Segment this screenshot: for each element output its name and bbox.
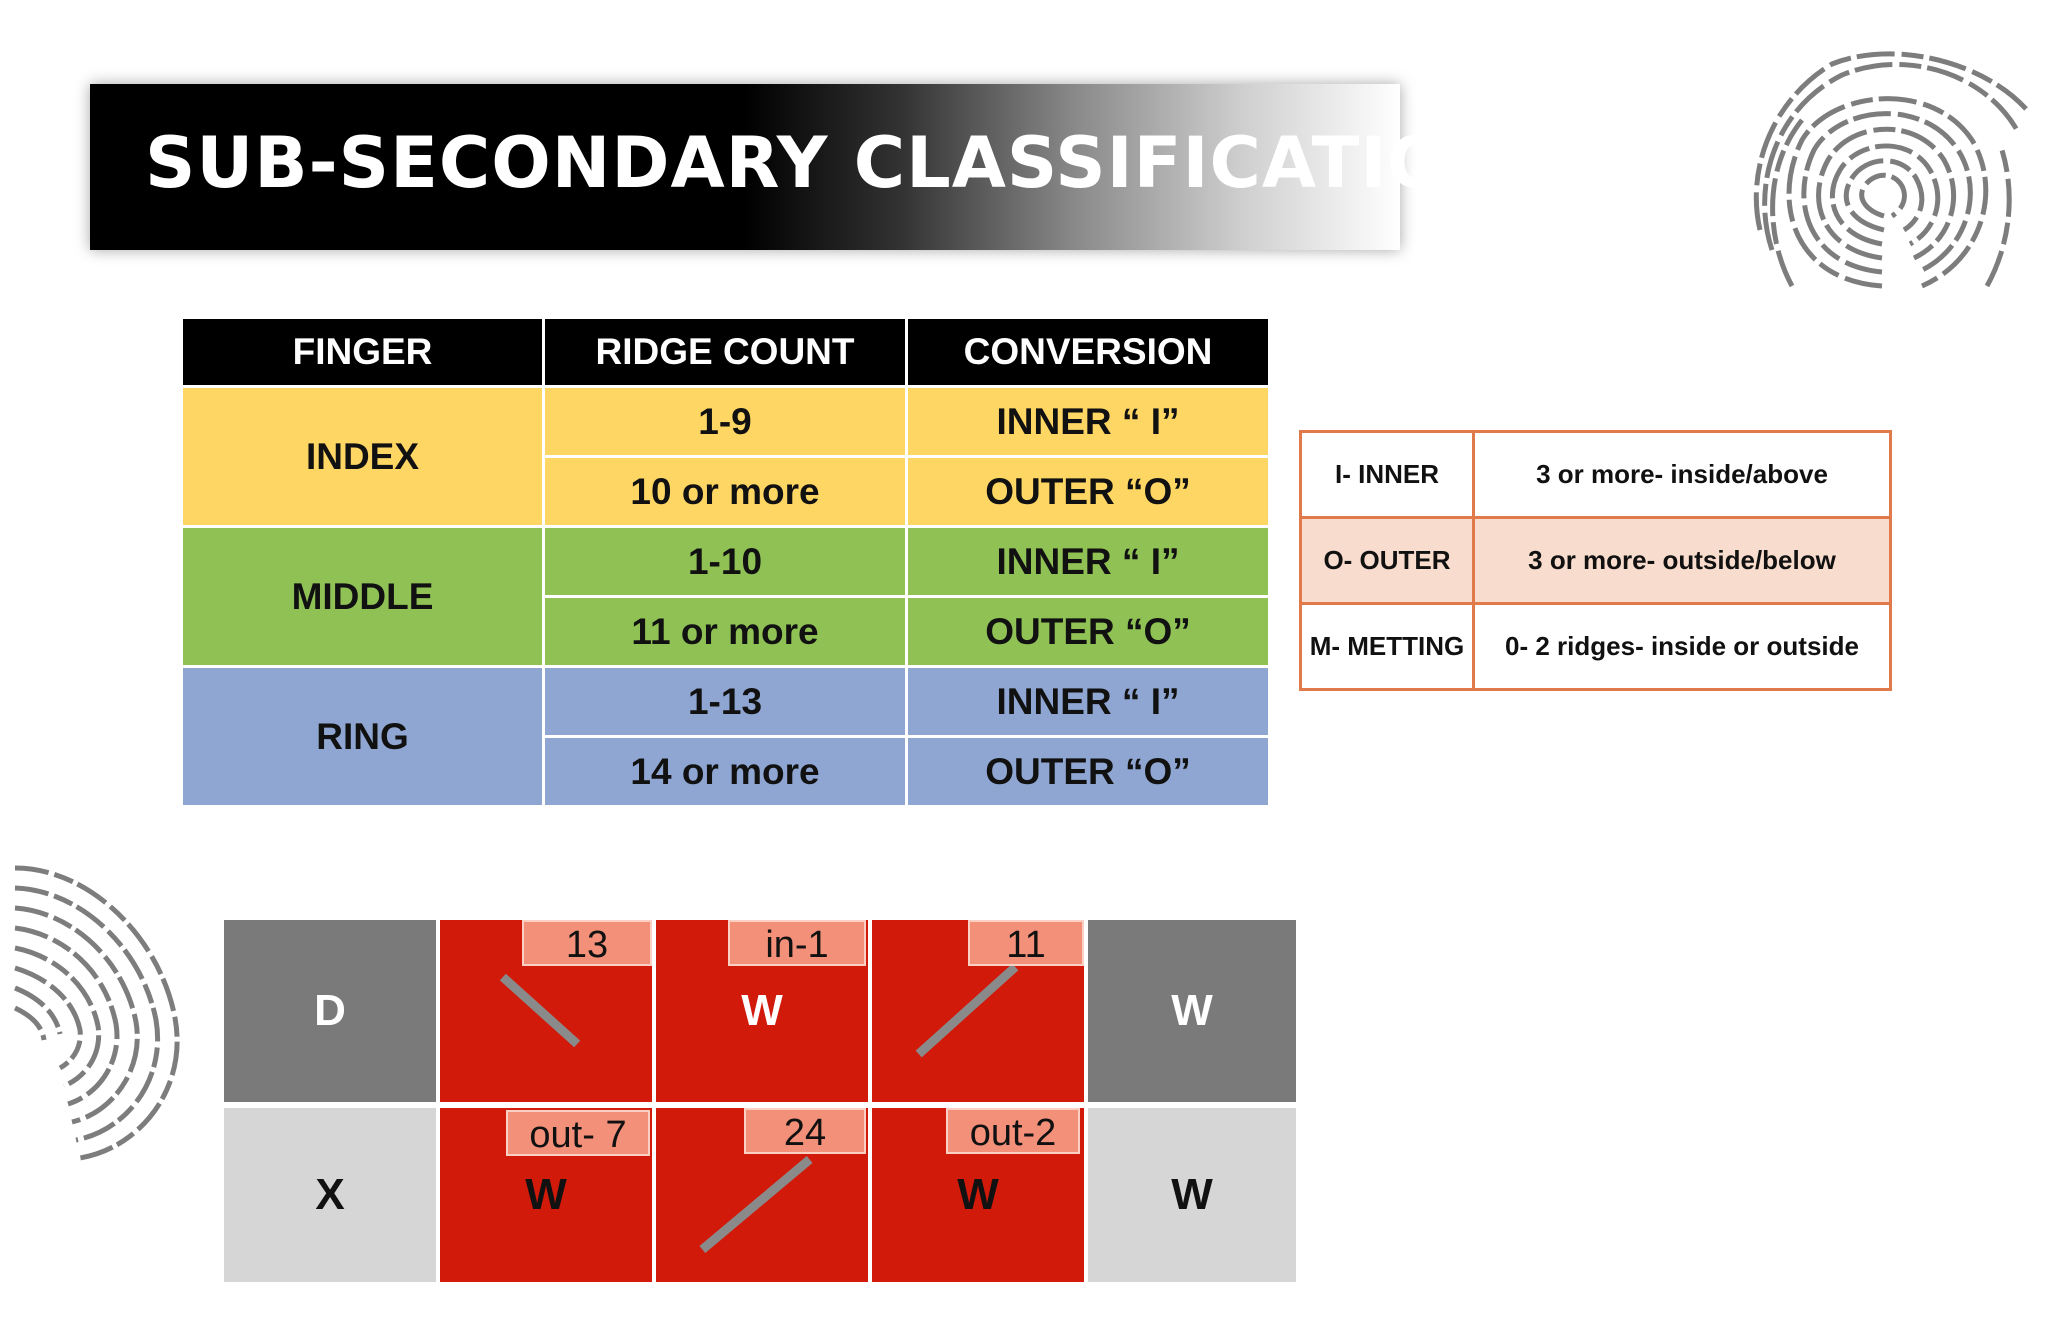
slash-mark <box>500 974 580 1048</box>
legend-row <box>1301 604 1891 690</box>
table-row <box>182 667 1270 737</box>
conversion-cell: OUTER “O” <box>907 737 1270 807</box>
column-header: RIDGE COUNT <box>544 318 907 387</box>
ridge-count-cell: 1-10 <box>544 527 907 597</box>
legend-description: 3 or more- inside/above <box>1474 432 1891 518</box>
ridge-count-tag: out-2 <box>946 1108 1080 1154</box>
title-banner <box>90 84 1508 250</box>
ridge-count-cell: 10 or more <box>544 457 907 527</box>
table-row <box>182 387 1270 457</box>
grid-letter: W <box>525 1170 567 1219</box>
column-header: CONVERSION <box>907 318 1270 387</box>
finger-cell: RING <box>182 667 544 807</box>
fingerprint-icon <box>10 848 195 1168</box>
grid-cell <box>224 920 436 1102</box>
finger-cell: INDEX <box>182 387 544 527</box>
slash-mark <box>699 1156 812 1253</box>
grid-cell <box>1088 1108 1296 1282</box>
legend-row <box>1301 518 1891 604</box>
ridge-count-cell: 1-13 <box>544 667 907 737</box>
ridge-count-tag: out- 7 <box>506 1110 650 1156</box>
ridge-count-cell: 11 or more <box>544 597 907 667</box>
conversion-cell: INNER “ I” <box>907 667 1270 737</box>
table-header-row <box>182 318 1270 387</box>
legend-description: 3 or more- outside/below <box>1474 518 1891 604</box>
slash-mark <box>916 964 1019 1058</box>
ridge-count-tag: 24 <box>744 1108 866 1154</box>
legend-code: M- METTING <box>1301 604 1474 690</box>
conversion-cell: INNER “ I” <box>907 527 1270 597</box>
legend-row <box>1301 432 1891 518</box>
ridge-count-tag: in-1 <box>728 920 866 966</box>
legend-code: I- INNER <box>1301 432 1474 518</box>
page-title: SUB-SECONDARY CLASSIFICATION <box>145 122 1508 204</box>
legend-table <box>1299 430 1892 691</box>
classification-example-grid <box>224 920 1296 1282</box>
finger-cell: MIDDLE <box>182 527 544 667</box>
fingerprint-icon <box>1732 50 2032 300</box>
grid-letter: W <box>741 986 783 1035</box>
grid-cell <box>224 1108 436 1282</box>
grid-letter: X <box>315 1170 345 1219</box>
legend-description: 0- 2 ridges- inside or outside <box>1474 604 1891 690</box>
column-header: FINGER <box>182 318 544 387</box>
conversion-cell: OUTER “O” <box>907 597 1270 667</box>
conversion-cell: INNER “ I” <box>907 387 1270 457</box>
grid-letter: W <box>1171 1170 1213 1219</box>
table-row <box>182 527 1270 597</box>
conversion-cell: OUTER “O” <box>907 457 1270 527</box>
legend-code: O- OUTER <box>1301 518 1474 604</box>
ridge-count-cell: 1-9 <box>544 387 907 457</box>
grid-letter: D <box>314 986 346 1035</box>
grid-letter: W <box>957 1170 999 1219</box>
ridge-count-table <box>180 316 1271 808</box>
grid-cell <box>1088 920 1296 1102</box>
grid-letter: W <box>1171 986 1213 1035</box>
ridge-count-tag: 13 <box>522 920 652 966</box>
ridge-count-tag: 11 <box>968 920 1084 966</box>
ridge-count-cell: 14 or more <box>544 737 907 807</box>
